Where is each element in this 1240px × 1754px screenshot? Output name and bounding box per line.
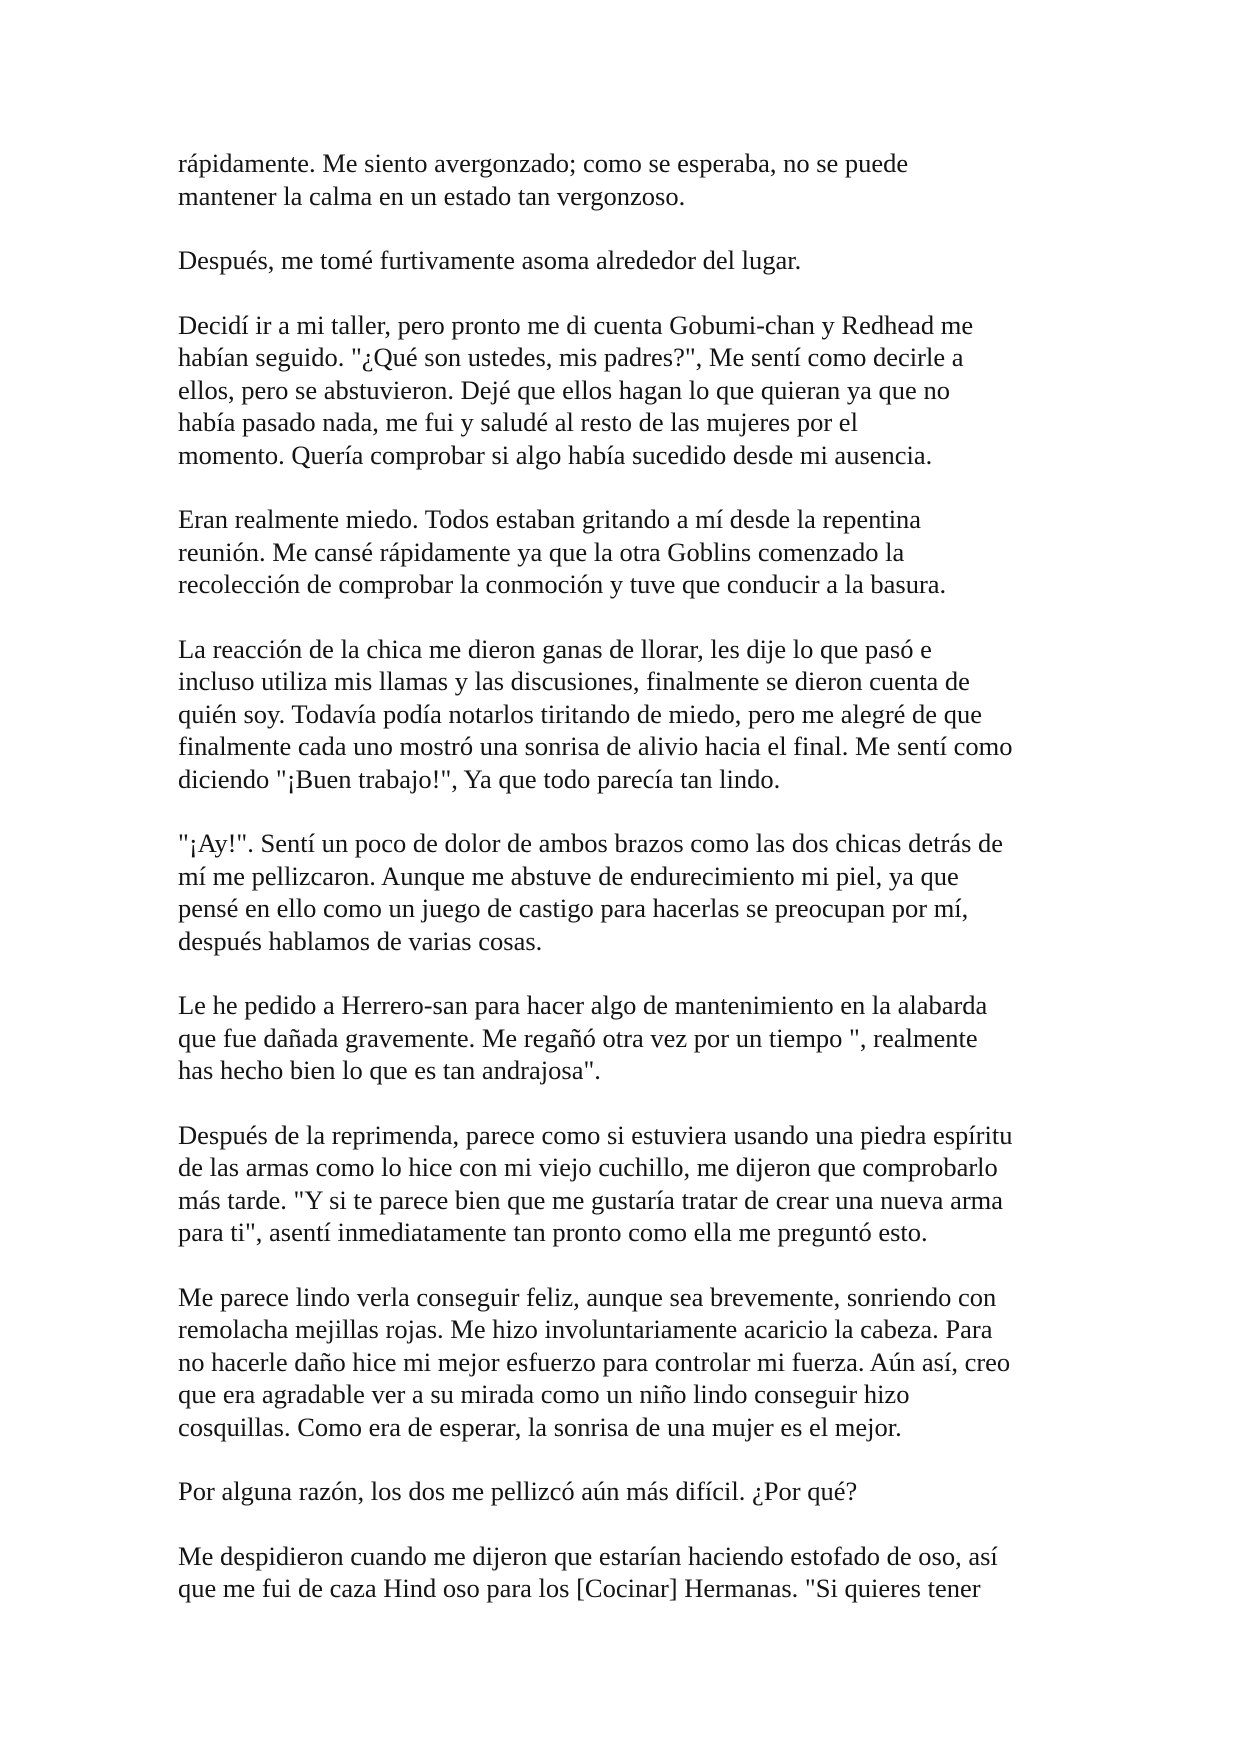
text-line: ellos, pero se abstuvieron. Dejé que ellos hagan lo que quieran ya que no xyxy=(178,374,950,405)
text-line: para ti", asentí inmediatamente tan pronto como ella me preguntó esto. xyxy=(178,1217,928,1247)
text-line: habían seguido. "¿Qué son ustedes, mis padres?", Me sentí como decirle a xyxy=(178,342,964,372)
text-line: finalmente cada uno mostró una sonrisa de alivio hacia el final. Me sentí como xyxy=(178,731,1013,761)
text-line: rápidamente. Me siento avergonzado; como se esperaba, no se puede xyxy=(178,148,909,178)
paragraph xyxy=(178,503,1078,601)
text-line: Decidí ir a mi taller, pero pronto me di cuenta Gobumi-chan y Redhead me xyxy=(178,309,974,340)
text-line: quién soy. Todavía podía notarlos tiritando de miedo, pero me alegré de que xyxy=(178,698,982,729)
paragraph xyxy=(178,1540,1078,1605)
text-line: que me fui de caza Hind oso para los [Cocinar] Hermanas. "Si quieres tener xyxy=(178,1573,981,1603)
document-body xyxy=(178,147,1078,1605)
text-line: incluso utiliza mis llamas y las discusiones, finalmente se dieron cuenta de xyxy=(178,666,970,696)
text-line: después hablamos de varias cosas. xyxy=(178,925,543,956)
text-line: mí me pellizcaron. Aunque me abstuve de endurecimiento mi piel, ya que xyxy=(178,860,959,891)
text-line: no hacerle daño hice mi mejor esfuerzo para controlar mi fuerza. Aún así, creo xyxy=(178,1346,1011,1377)
text-line: momento. Quería comprobar si algo había sucedido desde mi ausencia. xyxy=(178,439,933,470)
text-line: Eran realmente miedo. Todos estaban gritando a mí desde la repentina xyxy=(178,504,922,534)
text-line: diciendo "¡Buen trabajo!", Ya que todo parecía tan lindo. xyxy=(178,763,781,794)
text-line: mantener la calma en un estado tan vergonzoso. xyxy=(178,180,686,211)
paragraph xyxy=(178,989,1078,1087)
text-line: Me despidieron cuando me dijeron que estarían haciendo estofado de oso, así xyxy=(178,1540,998,1571)
text-line: Después de la reprimenda, parece como si estuviera usando una piedra espíritu xyxy=(178,1119,1013,1150)
text-line: pensé en ello como un juego de castigo para hacerlas se preocupan por mí, xyxy=(178,893,969,923)
text-line: recolección de comprobar la conmoción y tuve que conducir a la basura. xyxy=(178,569,947,599)
paragraph xyxy=(178,633,1078,796)
paragraph xyxy=(178,309,1078,472)
text-line: "¡Ay!". Sentí un poco de dolor de ambos brazos como las dos chicas detrás de xyxy=(178,828,1004,858)
paragraph xyxy=(178,147,1078,212)
paragraph xyxy=(178,1281,1078,1444)
text-line: había pasado nada, me fui y saludé al resto de las mujeres por el xyxy=(178,407,858,437)
text-line: cosquillas. Como era de esperar, la sonrisa de una mujer es el mejor. xyxy=(178,1411,902,1442)
paragraph xyxy=(178,1475,1078,1508)
text-line: has hecho bien lo que es tan andrajosa". xyxy=(178,1055,601,1085)
text-line: más tarde. "Y si te parece bien que me gustaría tratar de crear una nueva arma xyxy=(178,1184,1004,1215)
text-line: Me parece lindo verla conseguir feliz, aunque sea brevemente, sonriendo con xyxy=(178,1281,997,1312)
paragraph xyxy=(178,244,1078,277)
paragraph xyxy=(178,1119,1078,1249)
text-line: que fue dañada gravemente. Me regañó otra vez por un tiempo ", realmente xyxy=(178,1022,978,1053)
paragraph xyxy=(178,827,1078,957)
text-line: La reacción de la chica me dieron ganas de llorar, les dije lo que pasó e xyxy=(178,633,932,664)
text-line: remolacha mejillas rojas. Me hizo involuntariamente acaricio la cabeza. Para xyxy=(178,1314,993,1344)
text-line: de las armas como lo hice con mi viejo cuchillo, me dijeron que comprobarlo xyxy=(178,1152,998,1182)
text-line: Le he pedido a Herrero-san para hacer algo de mantenimiento en la alabarda xyxy=(178,990,988,1020)
text-line: reunión. Me cansé rápidamente ya que la otra Goblins comenzado la xyxy=(178,536,905,567)
text-line: que era agradable ver a su mirada como un niño lindo conseguir hizo xyxy=(178,1379,910,1409)
text-line: Por alguna razón, los dos me pellizcó aún más difícil. ¿Por qué? xyxy=(178,1476,858,1506)
text-line: Después, me tomé furtivamente asoma alrededor del lugar. xyxy=(178,245,802,275)
